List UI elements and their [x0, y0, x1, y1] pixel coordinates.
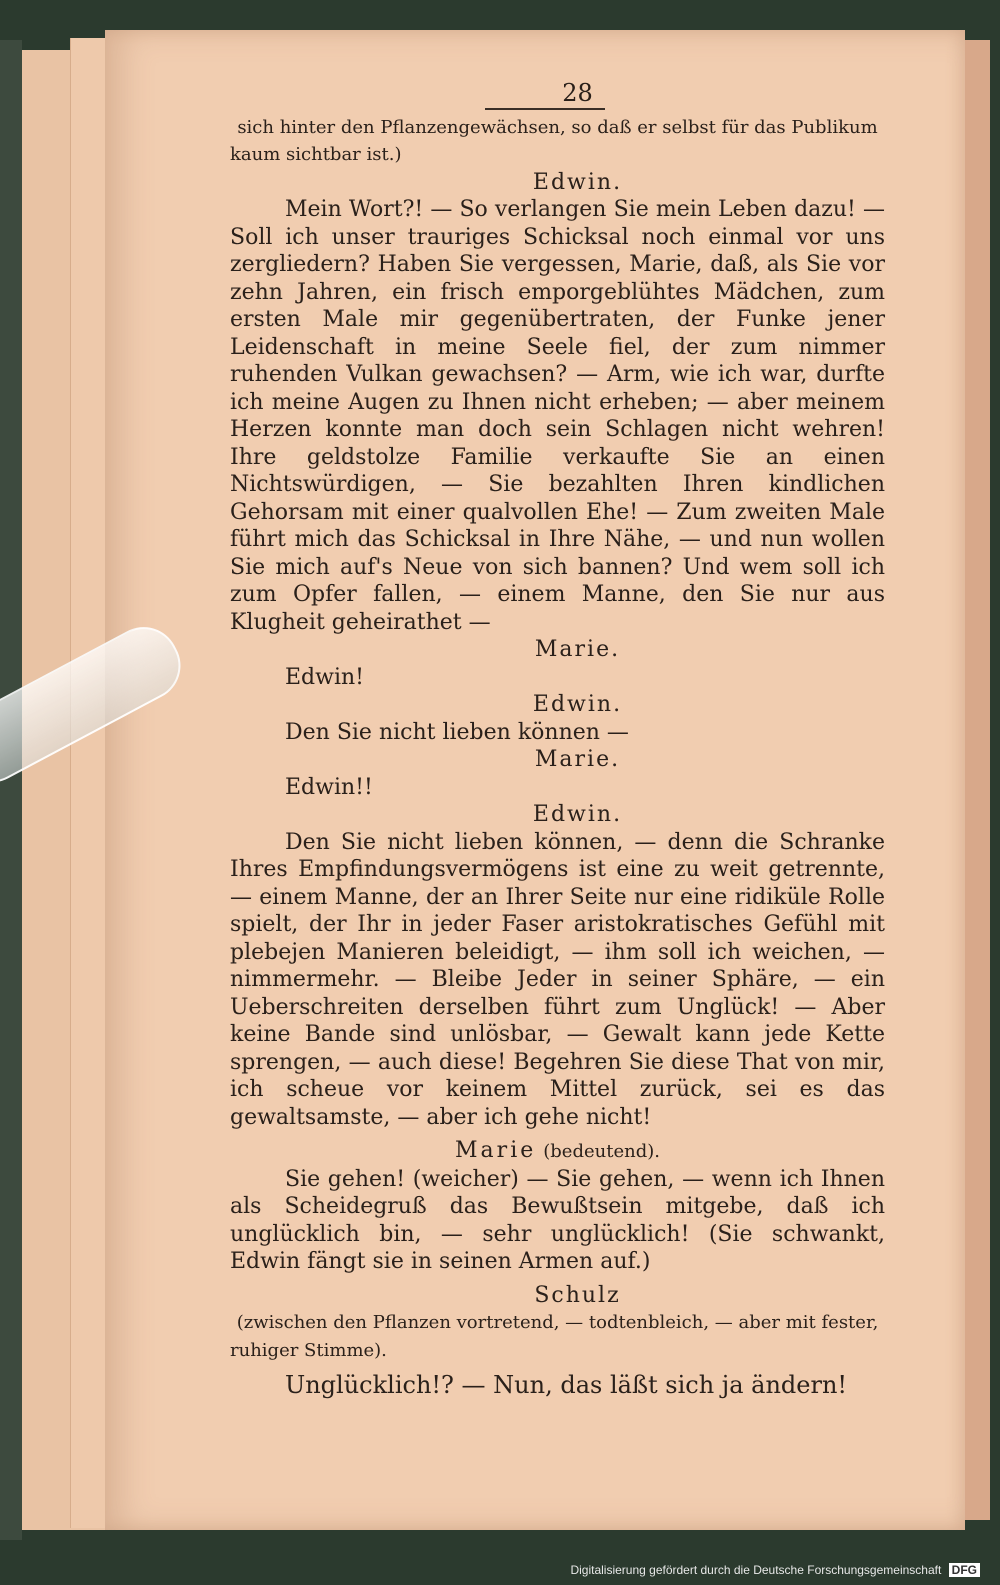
dialogue-paragraph: Mein Wort?! — So verlangen Sie mein Leben dazu! — Soll ich unser trauriges Schicksal noch einmal vor uns zergliedern? Haben Sie vergessen, Marie, daß, als Sie vor zehn Jahren, ein frisch emporgeblühtes Mädchen, zum ersten Male mir gegenübertraten, der Funke jener Leidenschaft in meine Seele fiel, der zum nimmer ruhenden Vulkan gewachsen? — Arm, wie ich war, durfte ich meine Augen zu Ihnen nicht erheben; — aber meinem Herzen konnte man doch sein Schlagen nicht wehren! Ihre geldstolze Familie verkaufte Sie an einen Nichtswürdigen, — Sie bezahlten Ihren kindlichen Gehorsam mit einer qualvollen Ehe! — Zum zweiten Male führt mich das Schicksal in Ihre Nähe, — und nun wollen Sie mich auf's Neue von sich bannen? Und wem soll ich zum Opfer fallen, — einem Manne, den Sie nur aus Klugheit geheirathet — [230, 197, 885, 635]
stage-direction: (zwischen den Pflanzen vortretend, — todtenbleich, — aber mit fester, ruhiger Stimme). [230, 1312, 879, 1361]
footer-credit [570, 1563, 980, 1577]
dialogue-line: Edwin! [285, 664, 365, 690]
speaker-name: Edwin. [532, 692, 623, 717]
speaker-name: Edwin. [532, 802, 623, 827]
footer-text: Digitalisierung gefördert durch die Deutsche Forschungsgemeinschaft [570, 1563, 942, 1577]
page-text [230, 80, 885, 1400]
folder-edge [0, 40, 22, 1540]
speaker-name: Marie [455, 1138, 537, 1163]
dialogue-paragraph: Den Sie nicht lieben können, — denn die Schranke Ihres Empfindungsvermögens ist eine zu weit getrennte, — einem Manne, der an Ihrer Seite nur eine ridiküle Rolle spielt, der Ihr in jeder Faser aristokratisches Gefühl mit plebejen Manieren beleidigt, — ihm soll ich weichen, — nimmermehr. — Bleibe Jeder in seiner Sphäre, — ein Ueberschreiten derselben führt zum Unglück! — Aber keine Bande sind unlösbar, — Gewalt kann jede Kette sprengen, — auch diese! Begehren Sie diese That von mir, ich scheue vor keinem Mittel zurück, sei es das gewaltsamste, — aber ich gehe nicht! [230, 829, 885, 1130]
speaker-name: Edwin. [532, 169, 623, 195]
speaker-name: Marie. [534, 637, 621, 662]
stage-direction: (bedeutend). [543, 1141, 660, 1162]
stage-direction: sich hinter den Pflanzengewächsen, so daß er selbst für das Publikum kaum sichtbar ist.) [230, 116, 878, 165]
dialogue-line: Unglücklich!? — Nun, das läßt sich ja ändern! [285, 1371, 848, 1399]
dialogue-line: Edwin!! [285, 774, 373, 800]
dfg-logo: DFG [949, 1563, 980, 1577]
dialogue-paragraph: Sie gehen! (weicher) — Sie gehen, — wenn ich Ihnen als Scheidegruß das Bewußtsein mitgebe, daß ich unglücklich bin, — sehr unglücklich! (Sie schwankt, Edwin fängt sie in seinen Armen auf.) [230, 1166, 885, 1274]
speaker-line [230, 1137, 885, 1166]
page-number: 28 [562, 79, 593, 107]
dialogue-line: Den Sie nicht lieben können — [285, 719, 629, 745]
header-rule [485, 108, 605, 110]
speaker-name: Marie. [534, 747, 621, 772]
speaker-name: Schulz [534, 1282, 621, 1308]
